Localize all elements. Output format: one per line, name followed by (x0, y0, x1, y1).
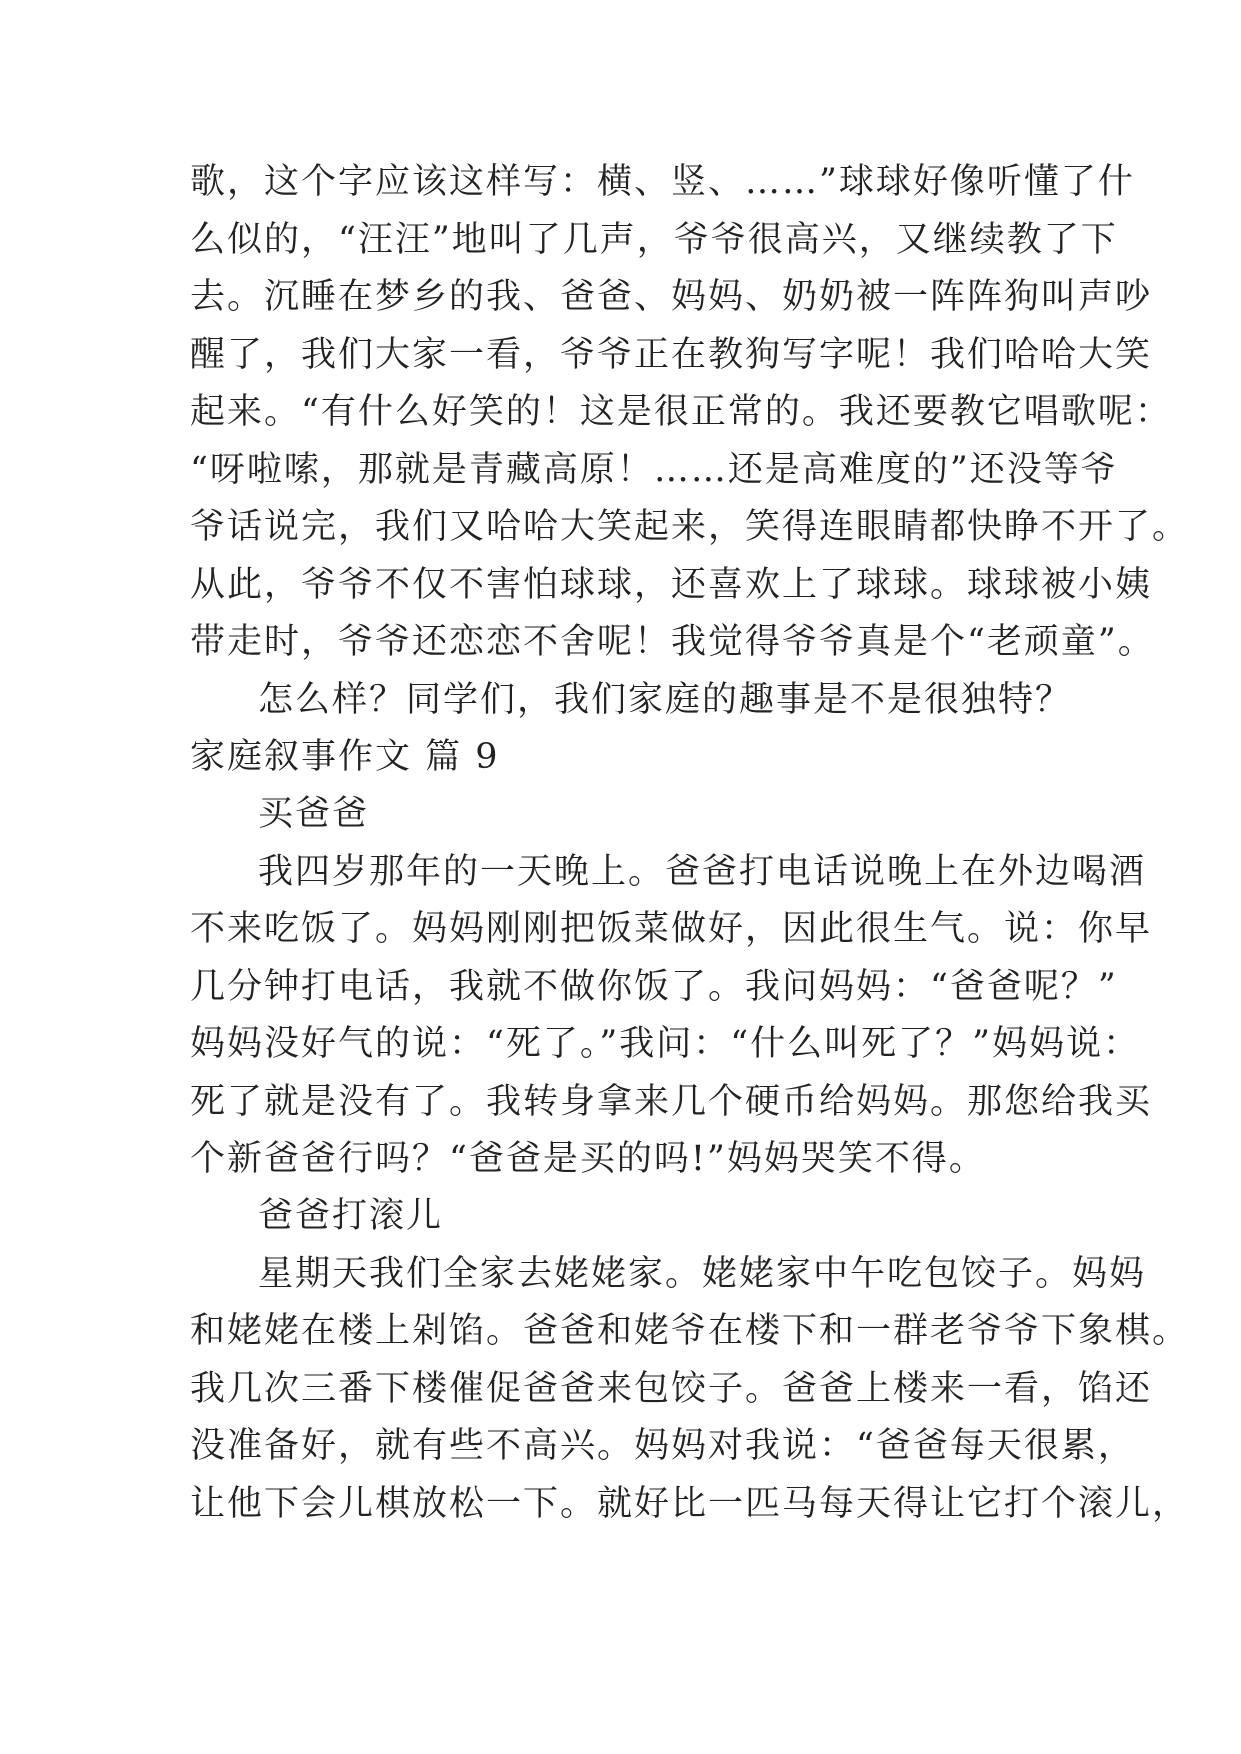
paragraph-line: 歌，这个字应该这样写：横、竖、……”球球好像听懂了什 (190, 162, 1135, 202)
subsection-title: 买爸爸 (258, 794, 370, 834)
paragraph-line: 星期天我们全家去姥姥家。姥姥家中午吃包饺子。妈妈 (258, 1254, 1147, 1294)
paragraph-line: “呀啦嗦，那就是青藏高原！……还是高难度的”还没等爷 (190, 450, 1118, 490)
paragraph-line: 么似的，“汪汪”地叫了几声，爷爷很高兴，又继续教了下 (190, 220, 1118, 260)
paragraph-line: 和姥姥在楼上剁馅。爸爸和姥爷在楼下和一群老爷爷下象棋。 (190, 1311, 1190, 1351)
paragraph-line: 我四岁那年的一天晚上。爸爸打电话说晚上在外边喝酒 (258, 852, 1147, 892)
paragraph-line: 起来。“有什么好笑的！这是很正常的。我还要教它唱歌呢： (190, 392, 1172, 432)
paragraph-line: 不来吃饭了。妈妈刚刚把饭菜做好，因此很生气。说：你早 (190, 909, 1153, 949)
paragraph-line: 怎么样？同学们，我们家庭的趣事是不是很独特？ (258, 680, 1073, 720)
paragraph-line: 几分钟打电话，我就不做你饭了。我问妈妈：“爸爸呢？” (190, 967, 1118, 1007)
paragraph-line: 个新爸爸行吗？“爸爸是买的吗!”妈妈哭笑不得。 (190, 1139, 986, 1179)
paragraph-line: 死了就是没有了。我转身拿来几个硬币给妈妈。那您给我买 (190, 1082, 1153, 1122)
paragraph-line: 醒了，我们大家一看，爷爷正在教狗写字呢！我们哈哈大笑 (190, 335, 1153, 375)
paragraph-line: 带走时，爷爷还恋恋不舍呢！我觉得爷爷真是个“老顽童”。 (190, 622, 1155, 662)
paragraph-line: 去。沉睡在梦乡的我、爸爸、妈妈、奶奶被一阵阵狗叫声吵 (190, 277, 1153, 317)
paragraph-line: 没准备好，就有些不高兴。妈妈对我说：“爸爸每天很累， (190, 1426, 1135, 1466)
section-heading: 家庭叙事作文 篇 9 (190, 737, 500, 777)
paragraph-line: 让他下会儿棋放松一下。就好比一匹马每天得让它打个滚儿， (190, 1484, 1190, 1524)
subsection-title: 爸爸打滚儿 (258, 1196, 444, 1236)
paragraph-line: 妈妈没好气的说：“死了。”我问：“什么叫死了？”妈妈说： (190, 1024, 1141, 1064)
paragraph-line: 爷话说完，我们又哈哈大笑起来，笑得连眼睛都快睁不开了。 (190, 507, 1190, 547)
paragraph-line: 从此，爷爷不仅不害怕球球，还喜欢上了球球。球球被小姨 (190, 565, 1153, 605)
paragraph-line: 我几次三番下楼催促爸爸来包饺子。爸爸上楼来一看，馅还 (190, 1369, 1153, 1409)
